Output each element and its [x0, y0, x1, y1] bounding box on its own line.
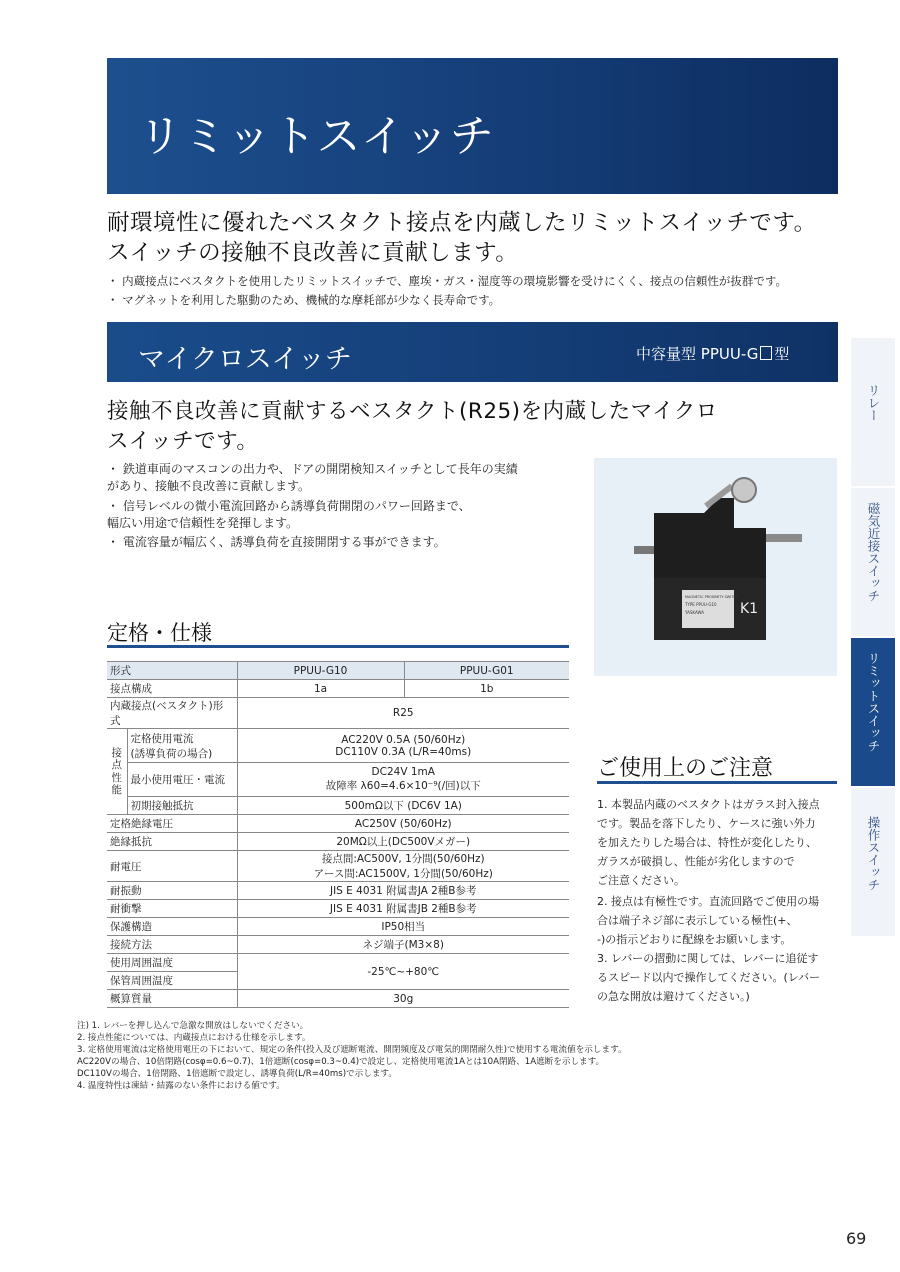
microswitch-illustration: [594, 458, 837, 676]
side-tab-limit-switch[interactable]: リミットスイッチ: [851, 638, 895, 786]
note-line: AC220Vの場合、10倍閉路(cosφ=0.6~0.7)、1倍遮断(cosφ=0.3~0.4)で設定し、定格使用電流1Aとは10A閉路、1A遮断を示します。: [77, 1057, 605, 1067]
spec-label: 定格絶縁電圧: [107, 815, 237, 833]
section-bullet: ・ 鉄道車両のマスコンの出力や、ドアの開閉検知スイッチとして長年の実績: [107, 462, 518, 476]
spec-label: 耐衝撃: [107, 900, 237, 918]
spec-label: 接点構成: [107, 680, 237, 698]
section-headline-line-2: スイッチです。: [107, 429, 259, 454]
spec-label: 耐電圧: [107, 851, 237, 882]
spec-label: 最小使用電圧・電流: [127, 763, 237, 797]
spec-label: 内蔵接点(ベスタクト)形式: [107, 698, 237, 729]
section-bullet: ・ 電流容量が幅広く、誘導負荷を直接開閉する事ができます。: [107, 535, 446, 549]
section-headline-line-1: 接触不良改善に貢献するベスタクト(R25)を内蔵したマイクロ: [107, 399, 718, 424]
placeholder-box-icon: [760, 346, 772, 360]
caution-line: 3. レバーの摺動に関しては、レバーに追従す: [597, 952, 819, 965]
spec-label: 概算質量: [107, 990, 237, 1008]
table-row: [107, 936, 569, 954]
section-bullet: があり、接触不良改善に貢献します。: [107, 479, 311, 493]
caution-line: ガラスが破損し、性能が劣化しますので: [597, 855, 795, 868]
intro-headline-line-1: 耐環境性に優れたベスタクト接点を内蔵したリミットスイッチです。: [107, 210, 817, 236]
caution-line: を加えたりした場合は、特性が変化したり、: [597, 836, 817, 849]
product-label: K1: [740, 601, 759, 617]
plate-line: YASKAWA: [685, 610, 704, 615]
intro-bullet: ・ 内蔵接点にベスタクトを使用したリミットスイッチで、塵埃・ガス・湿度等の環境影響を受けにくく、接点の信頼性が抜群です。: [107, 274, 787, 288]
table-row: [107, 763, 569, 797]
table-row: [107, 698, 569, 729]
table-row: [107, 833, 569, 851]
caution-heading-rule: [597, 781, 837, 784]
section-bullet: ・ 信号レベルの微小電流回路から誘導負荷開閉のパワー回路まで、: [107, 499, 471, 513]
plate-line: TYPE PPUU-G10: [685, 602, 717, 607]
spec-label: 定格使用電流 (誘導負荷の場合): [127, 729, 237, 763]
section-title: マイクロスイッチ: [138, 344, 352, 375]
note-line: 3. 定格使用電流は定格使用電圧の下において、規定の条件(投入及び遮断電流、開閉頻度及び電気的開閉耐久性)で使用する電流値を示します。: [77, 1045, 627, 1055]
spec-label: 接続方法: [107, 936, 237, 954]
caution-heading: ご使用上のご注意: [597, 756, 774, 781]
spec-value: PPUU-G10: [237, 662, 404, 680]
model-prefix: 中容量型 PPUU-G: [636, 345, 759, 363]
spec-value: JIS E 4031 附属書JA 2種B参考: [237, 882, 569, 900]
table-row: [107, 680, 569, 698]
caution-line: 1. 本製品内蔵のベスタクトはガラス封入接点: [597, 798, 820, 811]
note-line: 4. 温度特性は凍結・結露のない条件における値です。: [77, 1081, 285, 1091]
spec-label: 初期接触抵抗: [127, 797, 237, 815]
side-tab-relay[interactable]: リレー: [851, 338, 895, 486]
spec-value: R25: [237, 698, 569, 729]
spec-value: DC24V 1mA 故障率 λ60=4.6×10⁻⁹(/回)以下: [237, 763, 569, 797]
table-row: [107, 918, 569, 936]
caution-line: るスピード以内で操作してください。(レバー: [597, 971, 821, 984]
page-title: リミットスイッチ: [138, 111, 495, 162]
table-row: [107, 900, 569, 918]
table-row: [107, 797, 569, 815]
spec-label: 耐振動: [107, 882, 237, 900]
spec-label: 使用周囲温度: [107, 954, 237, 972]
side-tab-operation-switch[interactable]: 操作スイッチ: [851, 788, 895, 936]
spec-table: [107, 661, 569, 1008]
intro-headline-line-2: スイッチの接触不良改善に貢献します。: [107, 240, 519, 266]
spec-label: 保管周囲温度: [107, 972, 237, 990]
note-line: 2. 接点性能については、内蔵接点における仕様を示します。: [77, 1033, 311, 1043]
spec-label: 形式: [107, 662, 237, 680]
caution-line: の急な開放は避けてください。): [597, 990, 750, 1003]
spec-value: 30g: [237, 990, 569, 1008]
plate-line: MAGNETIC PROXIMITY SWITCH: [685, 595, 739, 599]
spec-value: JIS E 4031 附属書JB 2種B参考: [237, 900, 569, 918]
spec-value: AC220V 0.5A (50/60Hz) DC110V 0.3A (L/R=40ms): [237, 729, 569, 763]
table-row: [107, 954, 569, 972]
intro-bullet: ・ マグネットを利用した駆動のため、機械的な摩耗部が少なく長寿命です。: [107, 293, 501, 307]
group-label: 接 点 性 能: [107, 729, 127, 815]
caution-line: です。製品を落下したり、ケースに強い外力: [597, 817, 816, 830]
note-line: DC110Vの場合、1倍閉路、1倍遮断で設定し、誘導負荷(L/R=40ms)で示します。: [77, 1069, 397, 1079]
side-tab-magnetic-proximity[interactable]: 磁気近接スイッチ: [851, 488, 895, 636]
table-row: [107, 729, 569, 763]
caution-line: 合は端子ネジ部に表示している極性(+、: [597, 914, 798, 927]
spec-value: PPUU-G01: [404, 662, 569, 680]
table-row: [107, 851, 569, 882]
page-number: 69: [846, 1229, 867, 1248]
spec-value: 20MΩ以上(DC500Vメガー): [237, 833, 569, 851]
spec-value: 500mΩ以下 (DC6V 1A): [237, 797, 569, 815]
caution-line: ご注意ください。: [597, 874, 685, 887]
spec-heading-rule: [107, 645, 569, 648]
spec-heading: 定格・仕様: [107, 621, 212, 645]
spec-label: 絶縁抵抗: [107, 833, 237, 851]
caution-line: -)の指示どおりに配線をお願いします。: [597, 933, 792, 946]
spec-value: AC250V (50/60Hz): [237, 815, 569, 833]
model-suffix: 型: [774, 345, 790, 363]
caution-line: 2. 接点は有極性です。直流回路でご使用の場: [597, 895, 820, 908]
note-line: 注) 1. レバーを押し込んで急激な開放はしないでください。: [77, 1021, 309, 1031]
spec-value: ネジ端子(M3×8): [237, 936, 569, 954]
spec-value: 1a: [237, 680, 404, 698]
spec-value: 接点間:AC500V, 1分間(50/60Hz) アース間:AC1500V, 1分間(50/60Hz): [237, 851, 569, 882]
spec-label: 保護構造: [107, 918, 237, 936]
spec-value: -25℃~+80℃: [237, 954, 569, 990]
section-bullet: 幅広い用途で信頼性を発揮します。: [107, 516, 299, 530]
table-row: [107, 882, 569, 900]
table-row: [107, 815, 569, 833]
spec-value: 1b: [404, 680, 569, 698]
table-row: [107, 990, 569, 1008]
section-model: [636, 343, 789, 364]
product-photo: [594, 458, 837, 676]
spec-value: IP50相当: [237, 918, 569, 936]
table-row: [107, 662, 569, 680]
